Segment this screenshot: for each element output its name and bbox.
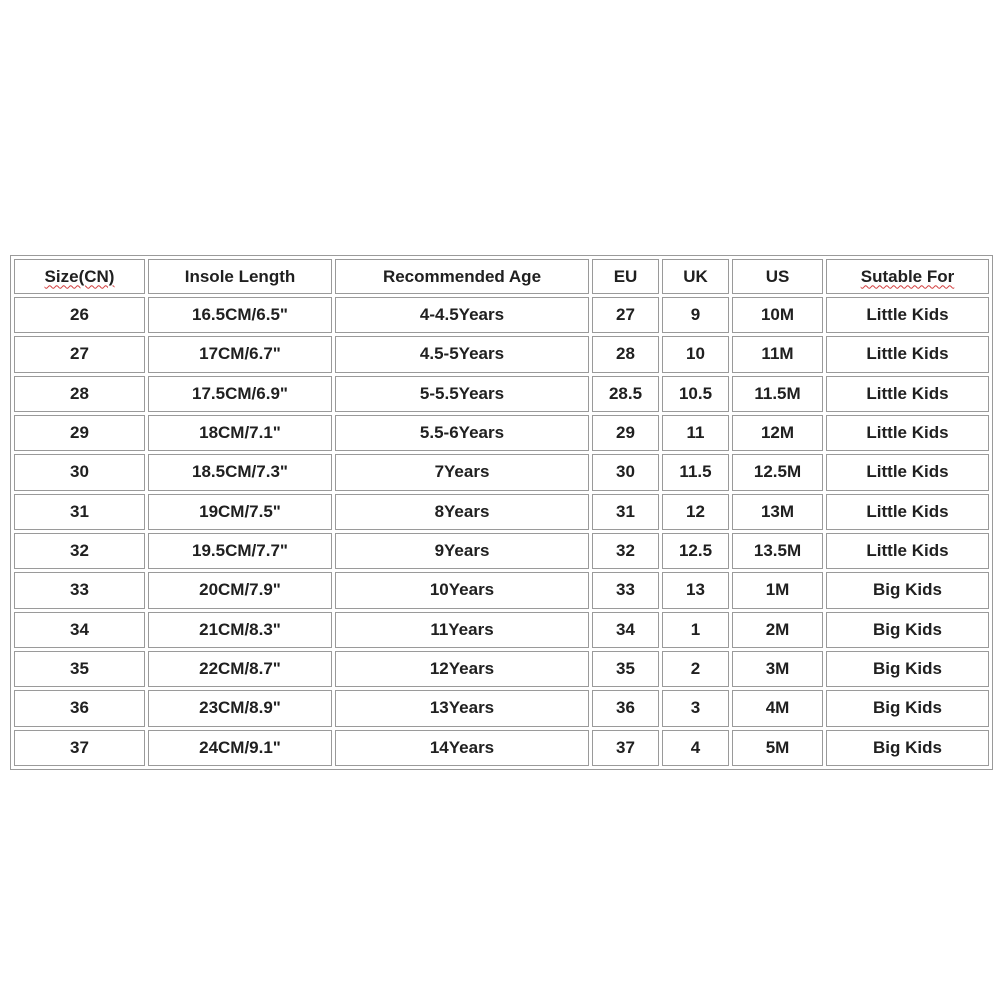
- header-us: [732, 259, 823, 294]
- cell-insole-length: 19.5CM/7.7": [148, 533, 332, 569]
- cell-suitable-for: Little Kids: [826, 376, 989, 412]
- cell-size-cn: 36: [14, 690, 145, 726]
- cell-size-cn: 28: [14, 376, 145, 412]
- cell-uk: 10.5: [662, 376, 729, 412]
- table-row: [14, 336, 989, 372]
- table-row: [14, 730, 989, 766]
- header-suitable-for-label: Sutable For: [860, 266, 955, 286]
- cell-size-cn: 33: [14, 572, 145, 608]
- cell-eu: 28.5: [592, 376, 659, 412]
- cell-insole-length: 24CM/9.1": [148, 730, 332, 766]
- cell-size-cn: 30: [14, 454, 145, 490]
- cell-size-cn: 26: [14, 297, 145, 333]
- cell-size-cn: 31: [14, 494, 145, 530]
- cell-suitable-for: Little Kids: [826, 454, 989, 490]
- table-row: [14, 572, 989, 608]
- header-row: [14, 259, 989, 294]
- header-us-label: US: [765, 266, 790, 286]
- cell-uk: 9: [662, 297, 729, 333]
- cell-us: 3M: [732, 651, 823, 687]
- cell-size-cn: 37: [14, 730, 145, 766]
- cell-us: 12M: [732, 415, 823, 451]
- cell-uk: 10: [662, 336, 729, 372]
- cell-suitable-for: Big Kids: [826, 612, 989, 648]
- table-body: [14, 297, 989, 766]
- cell-recommended-age: 9Years: [335, 533, 589, 569]
- cell-uk: 13: [662, 572, 729, 608]
- cell-recommended-age: 10Years: [335, 572, 589, 608]
- cell-recommended-age: 7Years: [335, 454, 589, 490]
- cell-us: 4M: [732, 690, 823, 726]
- header-uk: [662, 259, 729, 294]
- cell-eu: 32: [592, 533, 659, 569]
- table-row: [14, 651, 989, 687]
- cell-recommended-age: 12Years: [335, 651, 589, 687]
- header-size-cn: [14, 259, 145, 294]
- cell-us: 13M: [732, 494, 823, 530]
- cell-eu: 36: [592, 690, 659, 726]
- cell-recommended-age: 8Years: [335, 494, 589, 530]
- cell-us: 11M: [732, 336, 823, 372]
- cell-uk: 11.5: [662, 454, 729, 490]
- table-row: [14, 415, 989, 451]
- header-recommended-age-label: Recommended Age: [382, 266, 542, 286]
- cell-insole-length: 17CM/6.7": [148, 336, 332, 372]
- cell-insole-length: 22CM/8.7": [148, 651, 332, 687]
- cell-eu: 31: [592, 494, 659, 530]
- cell-uk: 4: [662, 730, 729, 766]
- cell-us: 5M: [732, 730, 823, 766]
- cell-recommended-age: 5.5-6Years: [335, 415, 589, 451]
- cell-eu: 33: [592, 572, 659, 608]
- header-eu-label: EU: [613, 266, 638, 286]
- cell-eu: 27: [592, 297, 659, 333]
- cell-recommended-age: 14Years: [335, 730, 589, 766]
- cell-suitable-for: Little Kids: [826, 336, 989, 372]
- table-row: [14, 494, 989, 530]
- cell-insole-length: 19CM/7.5": [148, 494, 332, 530]
- cell-eu: 29: [592, 415, 659, 451]
- cell-eu: 28: [592, 336, 659, 372]
- cell-eu: 30: [592, 454, 659, 490]
- cell-uk: 3: [662, 690, 729, 726]
- cell-insole-length: 23CM/8.9": [148, 690, 332, 726]
- cell-us: 2M: [732, 612, 823, 648]
- table-row: [14, 297, 989, 333]
- header-eu: [592, 259, 659, 294]
- cell-suitable-for: Big Kids: [826, 572, 989, 608]
- cell-uk: 11: [662, 415, 729, 451]
- header-recommended-age: [335, 259, 589, 294]
- cell-recommended-age: 4.5-5Years: [335, 336, 589, 372]
- cell-eu: 37: [592, 730, 659, 766]
- cell-suitable-for: Little Kids: [826, 297, 989, 333]
- cell-size-cn: 32: [14, 533, 145, 569]
- cell-recommended-age: 13Years: [335, 690, 589, 726]
- cell-recommended-age: 4-4.5Years: [335, 297, 589, 333]
- cell-suitable-for: Little Kids: [826, 533, 989, 569]
- table-row: [14, 533, 989, 569]
- cell-size-cn: 34: [14, 612, 145, 648]
- header-suitable-for: [826, 259, 989, 294]
- cell-us: 1M: [732, 572, 823, 608]
- cell-us: 12.5M: [732, 454, 823, 490]
- header-insole-length: [148, 259, 332, 294]
- cell-us: 13.5M: [732, 533, 823, 569]
- cell-eu: 34: [592, 612, 659, 648]
- cell-insole-length: 16.5CM/6.5": [148, 297, 332, 333]
- table-row: [14, 690, 989, 726]
- header-uk-label: UK: [683, 266, 708, 286]
- cell-suitable-for: Big Kids: [826, 651, 989, 687]
- cell-suitable-for: Little Kids: [826, 415, 989, 451]
- cell-uk: 1: [662, 612, 729, 648]
- cell-insole-length: 21CM/8.3": [148, 612, 332, 648]
- cell-us: 11.5M: [732, 376, 823, 412]
- cell-suitable-for: Little Kids: [826, 494, 989, 530]
- table-row: [14, 376, 989, 412]
- cell-size-cn: 35: [14, 651, 145, 687]
- cell-uk: 12.5: [662, 533, 729, 569]
- cell-suitable-for: Big Kids: [826, 730, 989, 766]
- cell-us: 10M: [732, 297, 823, 333]
- cell-insole-length: 18CM/7.1": [148, 415, 332, 451]
- header-insole-length-label: Insole Length: [184, 266, 296, 286]
- table-row: [14, 454, 989, 490]
- cell-suitable-for: Big Kids: [826, 690, 989, 726]
- cell-uk: 12: [662, 494, 729, 530]
- cell-insole-length: 18.5CM/7.3": [148, 454, 332, 490]
- table-row: [14, 612, 989, 648]
- cell-uk: 2: [662, 651, 729, 687]
- cell-insole-length: 17.5CM/6.9": [148, 376, 332, 412]
- cell-eu: 35: [592, 651, 659, 687]
- cell-insole-length: 20CM/7.9": [148, 572, 332, 608]
- cell-recommended-age: 5-5.5Years: [335, 376, 589, 412]
- cell-recommended-age: 11Years: [335, 612, 589, 648]
- size-chart-table: [10, 255, 993, 770]
- cell-size-cn: 29: [14, 415, 145, 451]
- cell-size-cn: 27: [14, 336, 145, 372]
- header-size-cn-label: Size(CN): [44, 266, 115, 286]
